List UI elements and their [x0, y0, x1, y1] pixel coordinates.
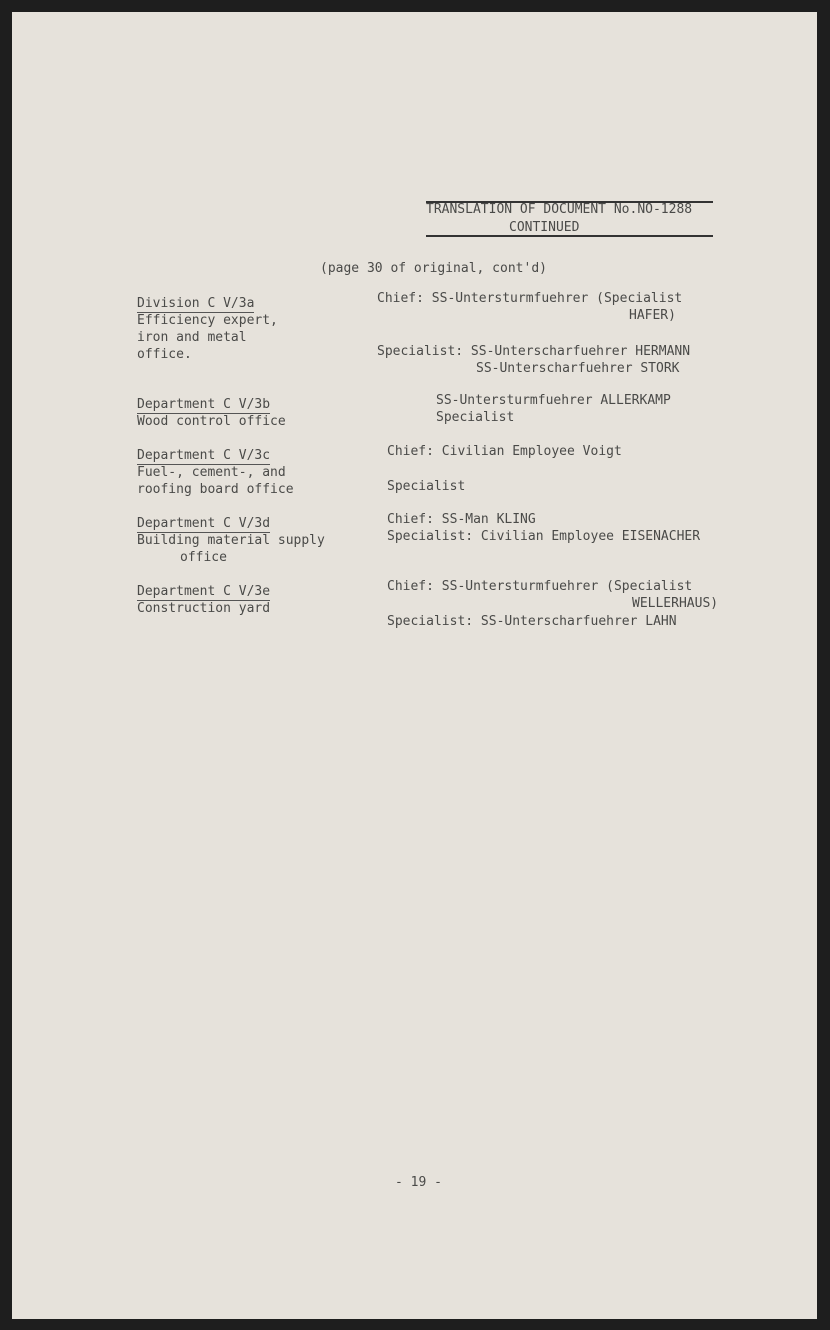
assignment-line: Chief: Civilian Employee Voigt — [387, 444, 622, 459]
department-desc-line: office — [180, 550, 227, 565]
header-bottom-rule — [426, 235, 713, 237]
department-desc-line: Building material supply — [137, 533, 325, 548]
department-desc-line: Construction yard — [137, 601, 271, 616]
department-desc-line: Fuel-, cement-, and — [137, 465, 286, 480]
division-desc-line: office. — [137, 347, 192, 362]
assignment-line: Specialist: SS-Unterscharfuehrer HERMANN — [377, 344, 691, 359]
division-desc-line: iron and metal — [137, 330, 247, 345]
header-continued: CONTINUED — [509, 220, 580, 235]
division-desc-line: Efficiency expert, — [137, 313, 278, 328]
page-reference: (page 30 of original, cont'd) — [320, 261, 547, 276]
assignment-line: Specialist — [387, 479, 466, 494]
assignment-line: SS-Unterscharfuehrer STORK — [476, 361, 680, 376]
department-title: Department C V/3e — [137, 584, 271, 599]
assignment-line: Specialist — [436, 410, 515, 425]
department-title: Department C V/3d — [137, 516, 271, 531]
assignment-line: Specialist: Civilian Employee EISENACHER — [387, 529, 701, 544]
department-title: Department C V/3c — [137, 448, 271, 463]
assignment-line: HAFER) — [629, 308, 676, 323]
document-page — [12, 12, 817, 1319]
assignment-line: Chief: SS-Untersturmfuehrer (Specialist — [387, 579, 693, 594]
assignment-line: WELLERHAUS) — [632, 596, 719, 611]
page-number: - 19 - — [395, 1175, 442, 1190]
assignment-line: Chief: SS-Man KLING — [387, 512, 536, 527]
department-desc-line: roofing board office — [137, 482, 294, 497]
assignment-line: Specialist: SS-Unterscharfuehrer LAHN — [387, 614, 677, 629]
header-title: TRANSLATION OF DOCUMENT No.NO-1288 — [426, 202, 693, 217]
assignment-line: SS-Untersturmfuehrer ALLERKAMP — [436, 393, 671, 408]
assignment-line: Chief: SS-Untersturmfuehrer (Specialist — [377, 291, 683, 306]
division-title: Division C V/3a — [137, 296, 255, 311]
department-desc-line: Wood control office — [137, 414, 286, 429]
department-title: Department C V/3b — [137, 397, 271, 412]
